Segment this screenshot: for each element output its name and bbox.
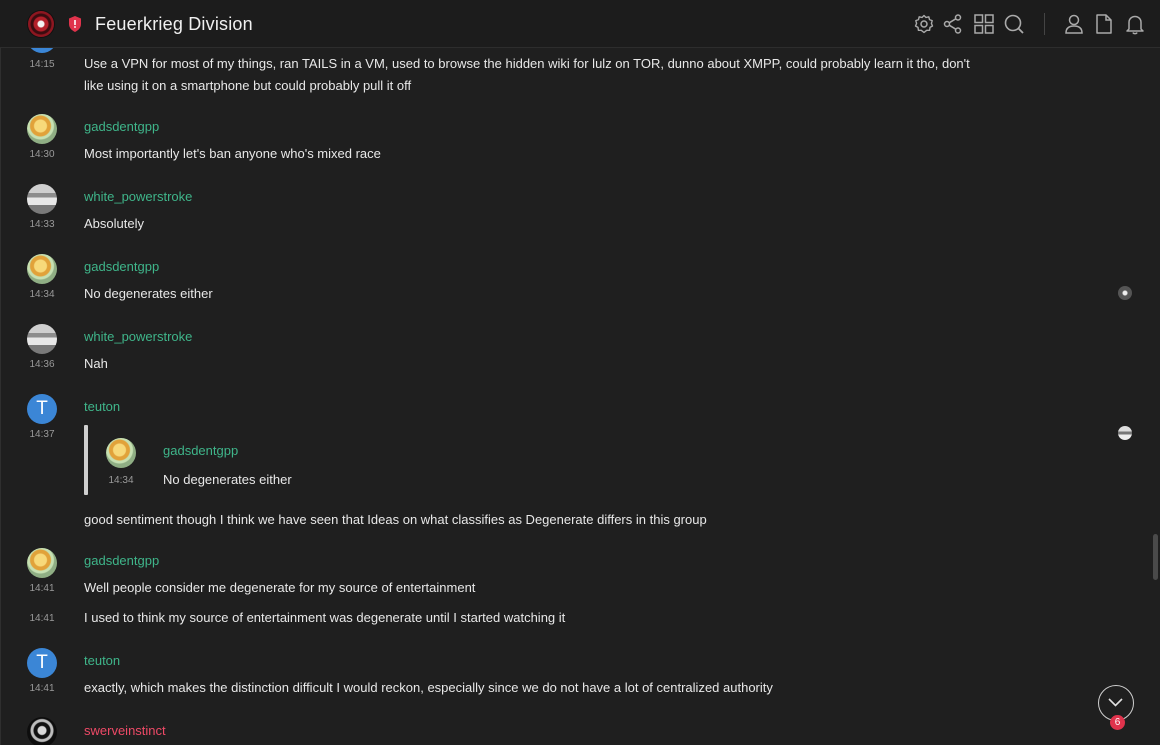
read-receipt-avatar[interactable] [1118, 426, 1132, 440]
timestamp: 14:41 [29, 583, 55, 594]
message-body: Use a VPN for most of my things, ran TAILS in a VM, used to browse the hidden wiki for lulz on TOR, dunno about XMPP, could probably learn it tho, don't like using it on a smartphone but could probably pull it off [84, 56, 970, 93]
timestamp: 14:37 [29, 429, 55, 440]
timeline-border [0, 48, 1, 745]
avatar[interactable] [27, 324, 57, 354]
toolbar-divider [1044, 13, 1045, 35]
files-icon[interactable] [1093, 13, 1115, 35]
timestamp: 14:41 [29, 683, 55, 694]
message-body: I used to think my source of entertainment was degenerate until I started watching it [84, 610, 566, 625]
avatar[interactable]: T [27, 394, 57, 424]
username[interactable]: white_powerstroke [84, 329, 193, 344]
username[interactable]: gadsdentgpp [84, 259, 160, 274]
message-body: No degenerates either [84, 286, 213, 301]
message-body: Absolutely [84, 216, 144, 231]
avatar[interactable] [27, 717, 57, 745]
quote-body: No degenerates either [163, 472, 292, 487]
message-body: Nah [84, 356, 108, 371]
person-icon[interactable] [1063, 13, 1085, 35]
share-icon[interactable] [942, 13, 964, 35]
avatar[interactable]: T [27, 648, 57, 678]
search-icon[interactable] [1003, 13, 1025, 35]
bell-icon[interactable] [1124, 13, 1146, 35]
message-body: Most importantly let's ban anyone who's mixed race [84, 146, 381, 161]
username[interactable]: gadsdentgpp [84, 553, 160, 568]
timestamp: 14:33 [29, 219, 55, 230]
timestamp: 14:36 [29, 359, 55, 370]
settings-icon[interactable] [913, 13, 935, 35]
timestamp: 14:34 [29, 289, 55, 300]
reply-quote-bar [84, 425, 88, 495]
room-title: Feuerkrieg Division [95, 14, 253, 34]
username[interactable]: teuton [84, 653, 121, 668]
unread-count-badge: 6 [1110, 715, 1125, 730]
room-avatar[interactable] [28, 11, 54, 37]
username[interactable]: teuton [84, 399, 121, 414]
timestamp: 14:15 [29, 59, 55, 70]
avatar[interactable] [27, 184, 57, 214]
avatar[interactable] [27, 114, 57, 144]
avatar[interactable] [27, 548, 57, 578]
message-body: good sentiment though I think we have seen that Ideas on what classifies as Degenerate differs in this group [84, 512, 707, 527]
chevron-down-icon [1099, 686, 1132, 719]
username[interactable]: swerveinstinct [84, 723, 166, 738]
timeline-scrollbar[interactable] [1153, 534, 1158, 580]
avatar[interactable] [27, 48, 57, 53]
message-timeline[interactable] [0, 48, 1160, 745]
read-receipt-avatar[interactable] [1118, 286, 1132, 300]
quote-avatar[interactable] [106, 438, 136, 468]
timestamp: 14:30 [29, 149, 55, 160]
username[interactable]: white_powerstroke [84, 189, 193, 204]
quote-username[interactable]: gadsdentgpp [163, 443, 239, 458]
room-header [0, 0, 1160, 48]
shield-icon [68, 16, 82, 32]
quote-timestamp: 14:34 [108, 475, 134, 486]
username[interactable]: gadsdentgpp [84, 119, 160, 134]
message-body: exactly, which makes the distinction difficult I would reckon, especially since we do not have a lot of centralized authority [84, 680, 773, 695]
avatar[interactable] [27, 254, 57, 284]
message-body: Well people consider me degenerate for my source of entertainment [84, 580, 476, 595]
timestamp: 14:41 [29, 613, 55, 624]
grid-icon[interactable] [973, 13, 995, 35]
